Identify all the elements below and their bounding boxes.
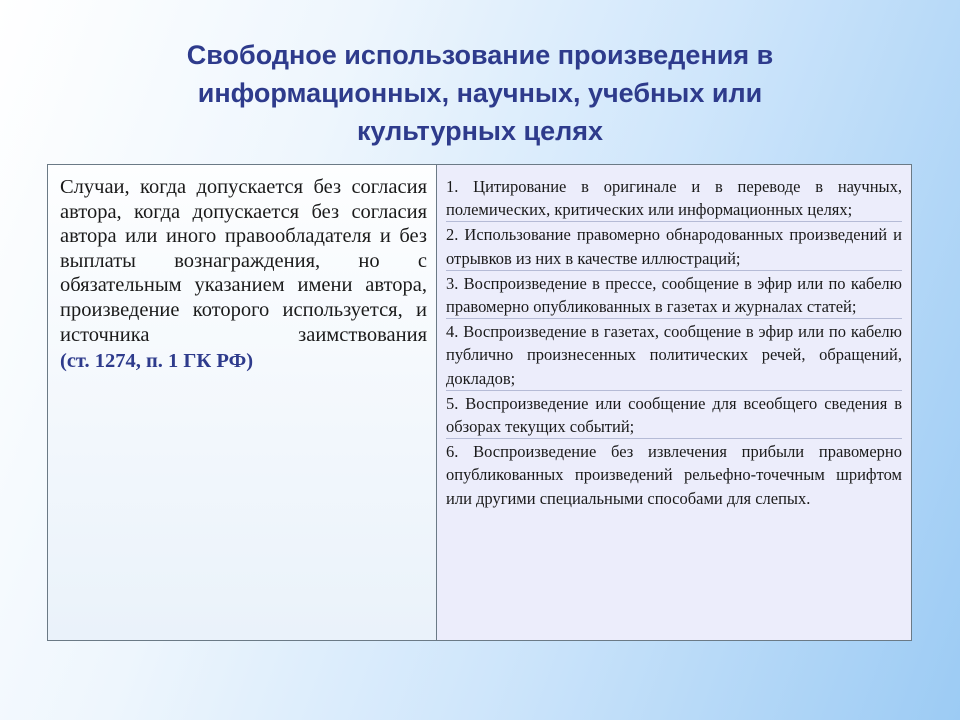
cases-cell [48, 165, 437, 640]
slide-title-line-2: информационных, научных, учебных или [197, 78, 763, 108]
slide-title [60, 36, 900, 150]
legal-reference: (ст. 1274, п. 1 ГК РФ) [60, 350, 254, 373]
list-item-6: 6. Воспроизведение без извлечения прибыли правомерно опубликованных произведений рельефно-точечным шрифтом или другими специальными способами для слепых. [446, 442, 902, 508]
cases-description: Случаи, когда допускается без согласия автора, когда допускается без согласия автора или иного правообладателя и без выплаты вознаграждения, но с обязательным указанием имени автора, произведение которого используется, и источника заимствования [60, 176, 427, 346]
list-item-4: 4. Воспроизведение в газетах, сообщение в эфир или по кабелю публично произнесенных политических речей, обращений, докладов; [446, 320, 902, 391]
list-item-2: 2. Использование правомерно обнародованных произведений и отрывков из них в качестве иллюстраций; [446, 223, 902, 270]
slide-title-line-3: культурных целях [356, 116, 604, 146]
list-item-3: 3. Воспроизведение в прессе, сообщение в эфир или по кабелю правомерно опубликованных в газетах и журналах статей; [446, 272, 902, 319]
list-item-1: 1. Цитирование в оригинале и в переводе в научных, полемических, критических или информационных целях; [446, 175, 902, 222]
slide-title-line-1: Свободное использование произведения в [186, 40, 774, 70]
content-table [47, 164, 912, 641]
uses-list-cell [437, 165, 911, 640]
list-item-5: 5. Воспроизведение или сообщение для всеобщего сведения в обзорах текущих событий; [446, 392, 902, 439]
